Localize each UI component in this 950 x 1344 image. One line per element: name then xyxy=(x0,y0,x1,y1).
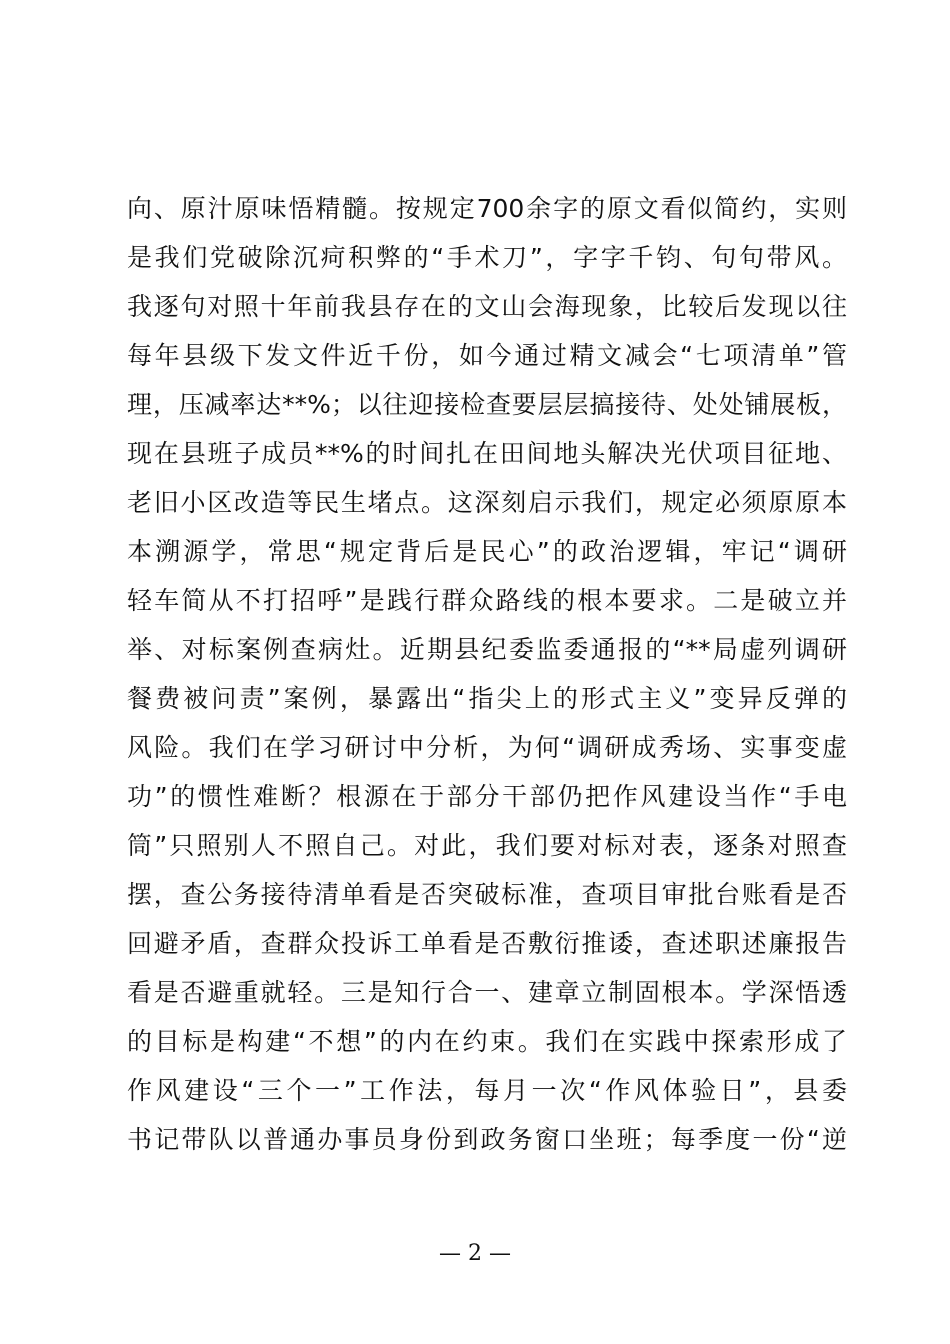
text-line: 老旧小区改造等民生堵点。这深刻启示我们，规定必须原原本 xyxy=(127,488,847,517)
text-line: 风险。我们在学习研讨中分析，为何“调研成秀场、实事变虚 xyxy=(127,733,847,762)
text-line: 的目标是构建“不想”的内在约束。我们在实践中探索形成了 xyxy=(127,1027,847,1056)
text-line: 轻车简从不打招呼”是践行群众路线的根本要求。二是破立并 xyxy=(127,586,847,615)
text-line: 回避矛盾，查群众投诉工单看是否敷衍推诿，查述职述廉报告 xyxy=(127,929,847,958)
text-line: 作风建设“三个一”工作法，每月一次“作风体验日”，县委 xyxy=(127,1076,847,1105)
body-paragraph xyxy=(127,184,847,1164)
text-line: 看是否避重就轻。三是知行合一、建章立制固根本。学深悟透 xyxy=(127,978,847,1007)
text-line: 我逐句对照十年前我县存在的文山会海现象，比较后发现以往 xyxy=(127,292,847,321)
page-number: — 2 — xyxy=(439,1241,511,1266)
text-line: 餐费被问责”案例，暴露出“指尖上的形式主义”变异反弹的 xyxy=(127,684,847,713)
text-line: 举、对标案例查病灶。近期县纪委监委通报的“**局虚列调研 xyxy=(127,635,847,664)
text-line: 向、原汁原味悟精髓。按规定700余字的原文看似简约，实则 xyxy=(127,194,847,223)
text-line: 摆，查公务接待清单看是否突破标准，查项目审批台账看是否 xyxy=(127,880,847,909)
text-line: 理，压减率达**%；以往迎接检查要层层搞接待、处处铺展板， xyxy=(127,390,847,419)
text-line: 功”的惯性难断？根源在于部分干部仍把作风建设当作“手电 xyxy=(127,782,847,811)
text-line: 每年县级下发文件近千份，如今通过精文减会“七项清单”管 xyxy=(127,341,847,370)
text-line: 现在县班子成员**%的时间扎在田间地头解决光伏项目征地、 xyxy=(127,439,847,468)
text-line: 筒”只照别人不照自己。对此，我们要对标对表，逐条对照查 xyxy=(127,831,847,860)
text-line: 是我们党破除沉疴积弊的“手术刀”，字字千钧、句句带风。 xyxy=(127,243,847,272)
text-line: 书记带队以普通办事员身份到政务窗口坐班；每季度一份“逆 xyxy=(127,1125,847,1154)
text-line: 本溯源学，常思“规定背后是民心”的政治逻辑，牢记“调研 xyxy=(127,537,847,566)
